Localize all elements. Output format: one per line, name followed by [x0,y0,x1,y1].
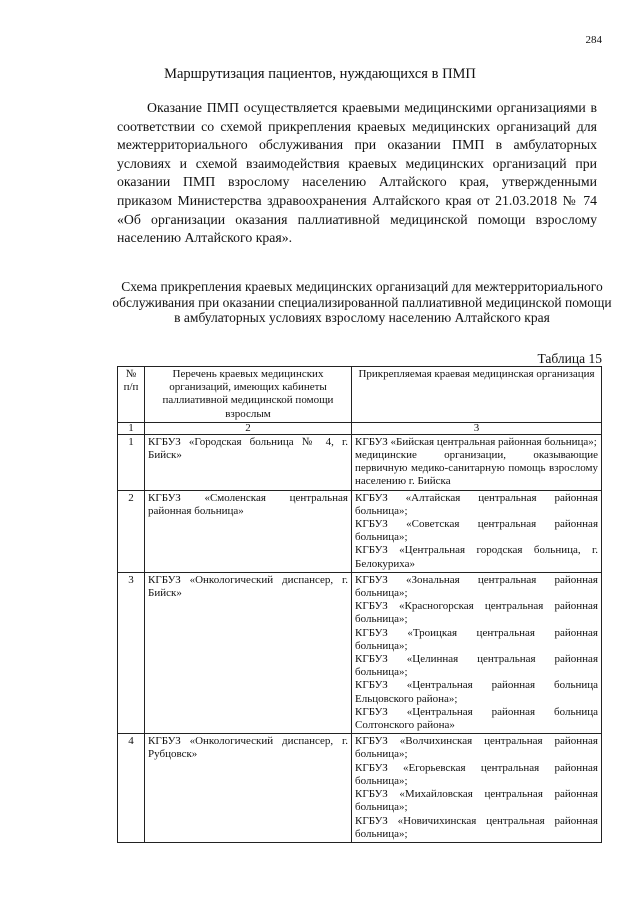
attached-cell [352,490,602,572]
header-organizations: Перечень краевых медицинских организаций, имеющих кабинеты паллиативной медицинской помощи взрослым [145,367,352,423]
attached-item: КГБУЗ «Михайловская центральная районная больница»; [355,788,598,814]
attached-item: медицинские организации, оказывающие первичную медико-санитарную помощь взрослому населению г. Бийска [355,449,598,488]
attached-item: КГБУЗ «Бийская центральная районная больница»; [355,435,597,448]
attached-cell [352,734,602,843]
attached-item: КГБУЗ «Центральная городская больница, г. Белокуриха» [355,544,598,570]
column-number-row [118,422,602,434]
attached-cell [352,434,602,490]
section-title: Маршрутизация пациентов, нуждающихся в ПМП [164,66,476,82]
table-row [118,734,602,843]
table-row [118,434,602,490]
attachment-table [117,366,602,843]
row-number: 1 [118,434,145,490]
intro-paragraph: Оказание ПМП осуществляется краевыми медицинскими организациями в соответствии со схемой прикрепления краевых медицинских организаций для межтерриториального обслуживания при оказании ПМП в амбулаторных условиях и схемой взаимодействия краевых медицинских организаций при оказании ПМП взрослому населению Алтайского края, утвержденными приказом Министерства здравоохранения Алтайского края от 21.03.2018 № 74 «Об организации оказания паллиативной медицинской помощи взрослому населению Алтайского края». [117,100,597,246]
attached-item: КГБУЗ «Волчихинская центральная районная больница»; [355,735,598,761]
attached-item: КГБУЗ «Троицкая центральная районная больница»; [355,626,598,652]
page-number: 284 [585,34,602,46]
column-number: 2 [145,422,352,434]
header-attached: Прикрепляемая краевая медицинская организация [352,367,602,423]
table-row [118,490,602,572]
attached-item: КГБУЗ «Алтайская центральная районная больница»; [355,491,598,517]
column-number: 1 [118,422,145,434]
organization-cell: КГБУЗ «Смоленская центральная районная больница» [145,490,352,572]
attached-item: КГБУЗ «Красногорская центральная районная больница»; [355,600,598,626]
scheme-title: Схема прикрепления краевых медицинских организаций для межтерриториального обслуживания при оказании специализированной паллиативной медицинской помощи в амбулаторных условиях взрослому населению Алтайского края [112,279,612,325]
attached-cell [352,572,602,733]
attached-item: КГБУЗ «Советская центральная районная больница»; [355,518,598,544]
table-header-row [118,367,602,423]
attached-item: КГБУЗ «Егорьевская центральная районная больница»; [355,761,598,787]
organization-cell: КГБУЗ «Городская больница № 4, г. Бийск» [145,434,352,490]
organization-cell: КГБУЗ «Онкологический диспансер, г. Бийск» [145,572,352,733]
attached-item: КГБУЗ «Целинная центральная районная больница»; [355,653,598,679]
attached-item: КГБУЗ «Центральная районная больница Ельцовского района»; [355,679,598,705]
attached-item: КГБУЗ «Центральная районная больница Солтонского района» [355,705,598,732]
row-number: 2 [118,490,145,572]
table-label: Таблица 15 [537,351,602,366]
attached-item: КГБУЗ «Зональная центральная районная больница»; [355,573,598,600]
attached-item: КГБУЗ «Новичихинская центральная районная больница»; [355,814,598,840]
organization-cell: КГБУЗ «Онкологический диспансер, г. Рубцовск» [145,734,352,843]
header-number: № п/п [118,367,145,423]
column-number: 3 [352,422,602,434]
row-number: 4 [118,734,145,843]
row-number: 3 [118,572,145,733]
table-row [118,572,602,733]
